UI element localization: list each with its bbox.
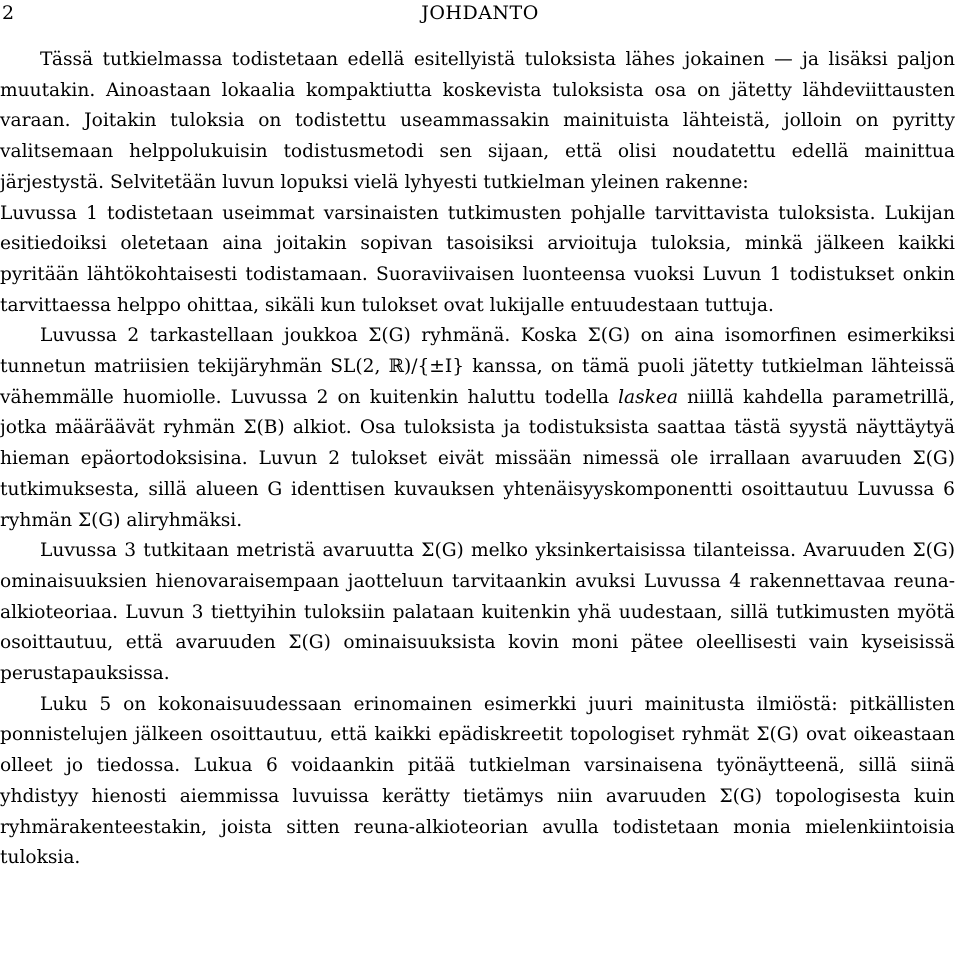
paragraph-chapter-2-part-2: niillä kahdella parametrillä, jotka määräävät ryhmän Σ(B) alkiot. Osa tuloksista ja todistuksista saattaa tästä syystä näyttäytyä hieman epäortodoksisina. Luvun 2 tulokset eivät missään nimessä ole irrallaan avaruuden Σ(G) tutkimuksesta, sillä alueen G identtisen kuvauksen yhtenäisyyskomponentti osoittautuu Luvussa 6 ryhmän Σ(G) aliryhmäksi. — [0, 386, 955, 531]
paragraph-chapter-2-part-1: Luvussa 2 tarkastellaan joukkoa Σ(G) ryhmänä. Koska Σ(G) on aina isomorfinen esimerkiksi tunnetun matriisien tekijäryhmän SL(2, ℝ)/{±I} kanssa, on tämä puoli jätetty tutkielman lähteissä vähemmälle huomiolle. Luvussa 2 on kuitenkin haluttu todella — [0, 325, 955, 408]
paragraph-chapter-3: Luvussa 3 tutkitaan metristä avaruutta Σ(G) melko yksinkertaisissa tilanteissa. Avaruuden Σ(G) ominaisuuksien hienovaraisempaan jaotteluun tarvitaankin avuksi Luvussa 4 rakennettavaa reuna-alkioteoriaa. Luvun 3 tiettyihin tuloksiin palataan kuitenkin yhä uudestaan, sillä tutkimusten myötä osoittautuu, että avaruuden Σ(G) ominaisuuksista kovin moni pätee oleellisesti vain kyseisissä perustapauksissa. — [0, 540, 955, 685]
paragraph-chapter-1: Luvussa 1 todistetaan useimmat varsinaisten tutkimusten pohjalle tarvittavista tuloksista. Lukijan esitiedoiksi oletetaan aina joitakin sopivan tasoisiksi arvioituja tuloksia, minkä jälkeen kaikki pyritään lähtökohtaisesti todistamaan. Suoraviivaisen luonteensa vuoksi Luvun 1 todistukset onkin tarvittaessa helppo ohittaa, sikäli kun tulokset ovat lukijalle entuudestaan tuttuja. — [0, 202, 955, 316]
paragraph-chapter-2 — [0, 321, 955, 536]
page-number: 2 — [2, 2, 15, 24]
body-text — [0, 45, 955, 874]
running-title: JOHDANTO — [421, 2, 539, 24]
emphasized-word: laskea — [618, 386, 679, 408]
paragraph-chapter-5: Luku 5 on kokonaisuudessaan erinomainen esimerkki juuri mainitusta ilmiöstä: pitkällisten ponnistelujen jälkeen osoittautuu, että kaikki epädiskreetit topologiset ryhmät Σ(G) ovat oikeastaan olleet jo tiedossa. Lukua 6 voidaankin pitää tutkielman varsinaisena työnäytteenä, sillä siinä yhdistyy hienosti aiemmissa luvuissa kerätty tietämys niin avaruuden Σ(G) topologisesta kuin ryhmärakenteestakin, joista sitten reuna-alkioteorian avulla todistetaan monia mielenkiintoisia tuloksia. — [0, 693, 955, 869]
paragraph-intro: Tässä tutkielmassa todistetaan edellä esitellyistä tuloksista lähes jokainen — ja lisäksi paljon muutakin. Ainoastaan lokaalia kompaktiutta koskevista tuloksista osa on jätetty lähdeviittausten varaan. Joitakin tuloksia on todistettu useammassakin mainituista lähteistä, jolloin on pyritty valitsemaan helppolukuisin todistusmetodi sen sijaan, että olisi noudatettu edellä mainittua järjestystä. Selvitetään luvun lopuksi vielä lyhyesti tutkielman yleinen rakenne: — [0, 49, 955, 193]
running-header — [0, 0, 960, 26]
